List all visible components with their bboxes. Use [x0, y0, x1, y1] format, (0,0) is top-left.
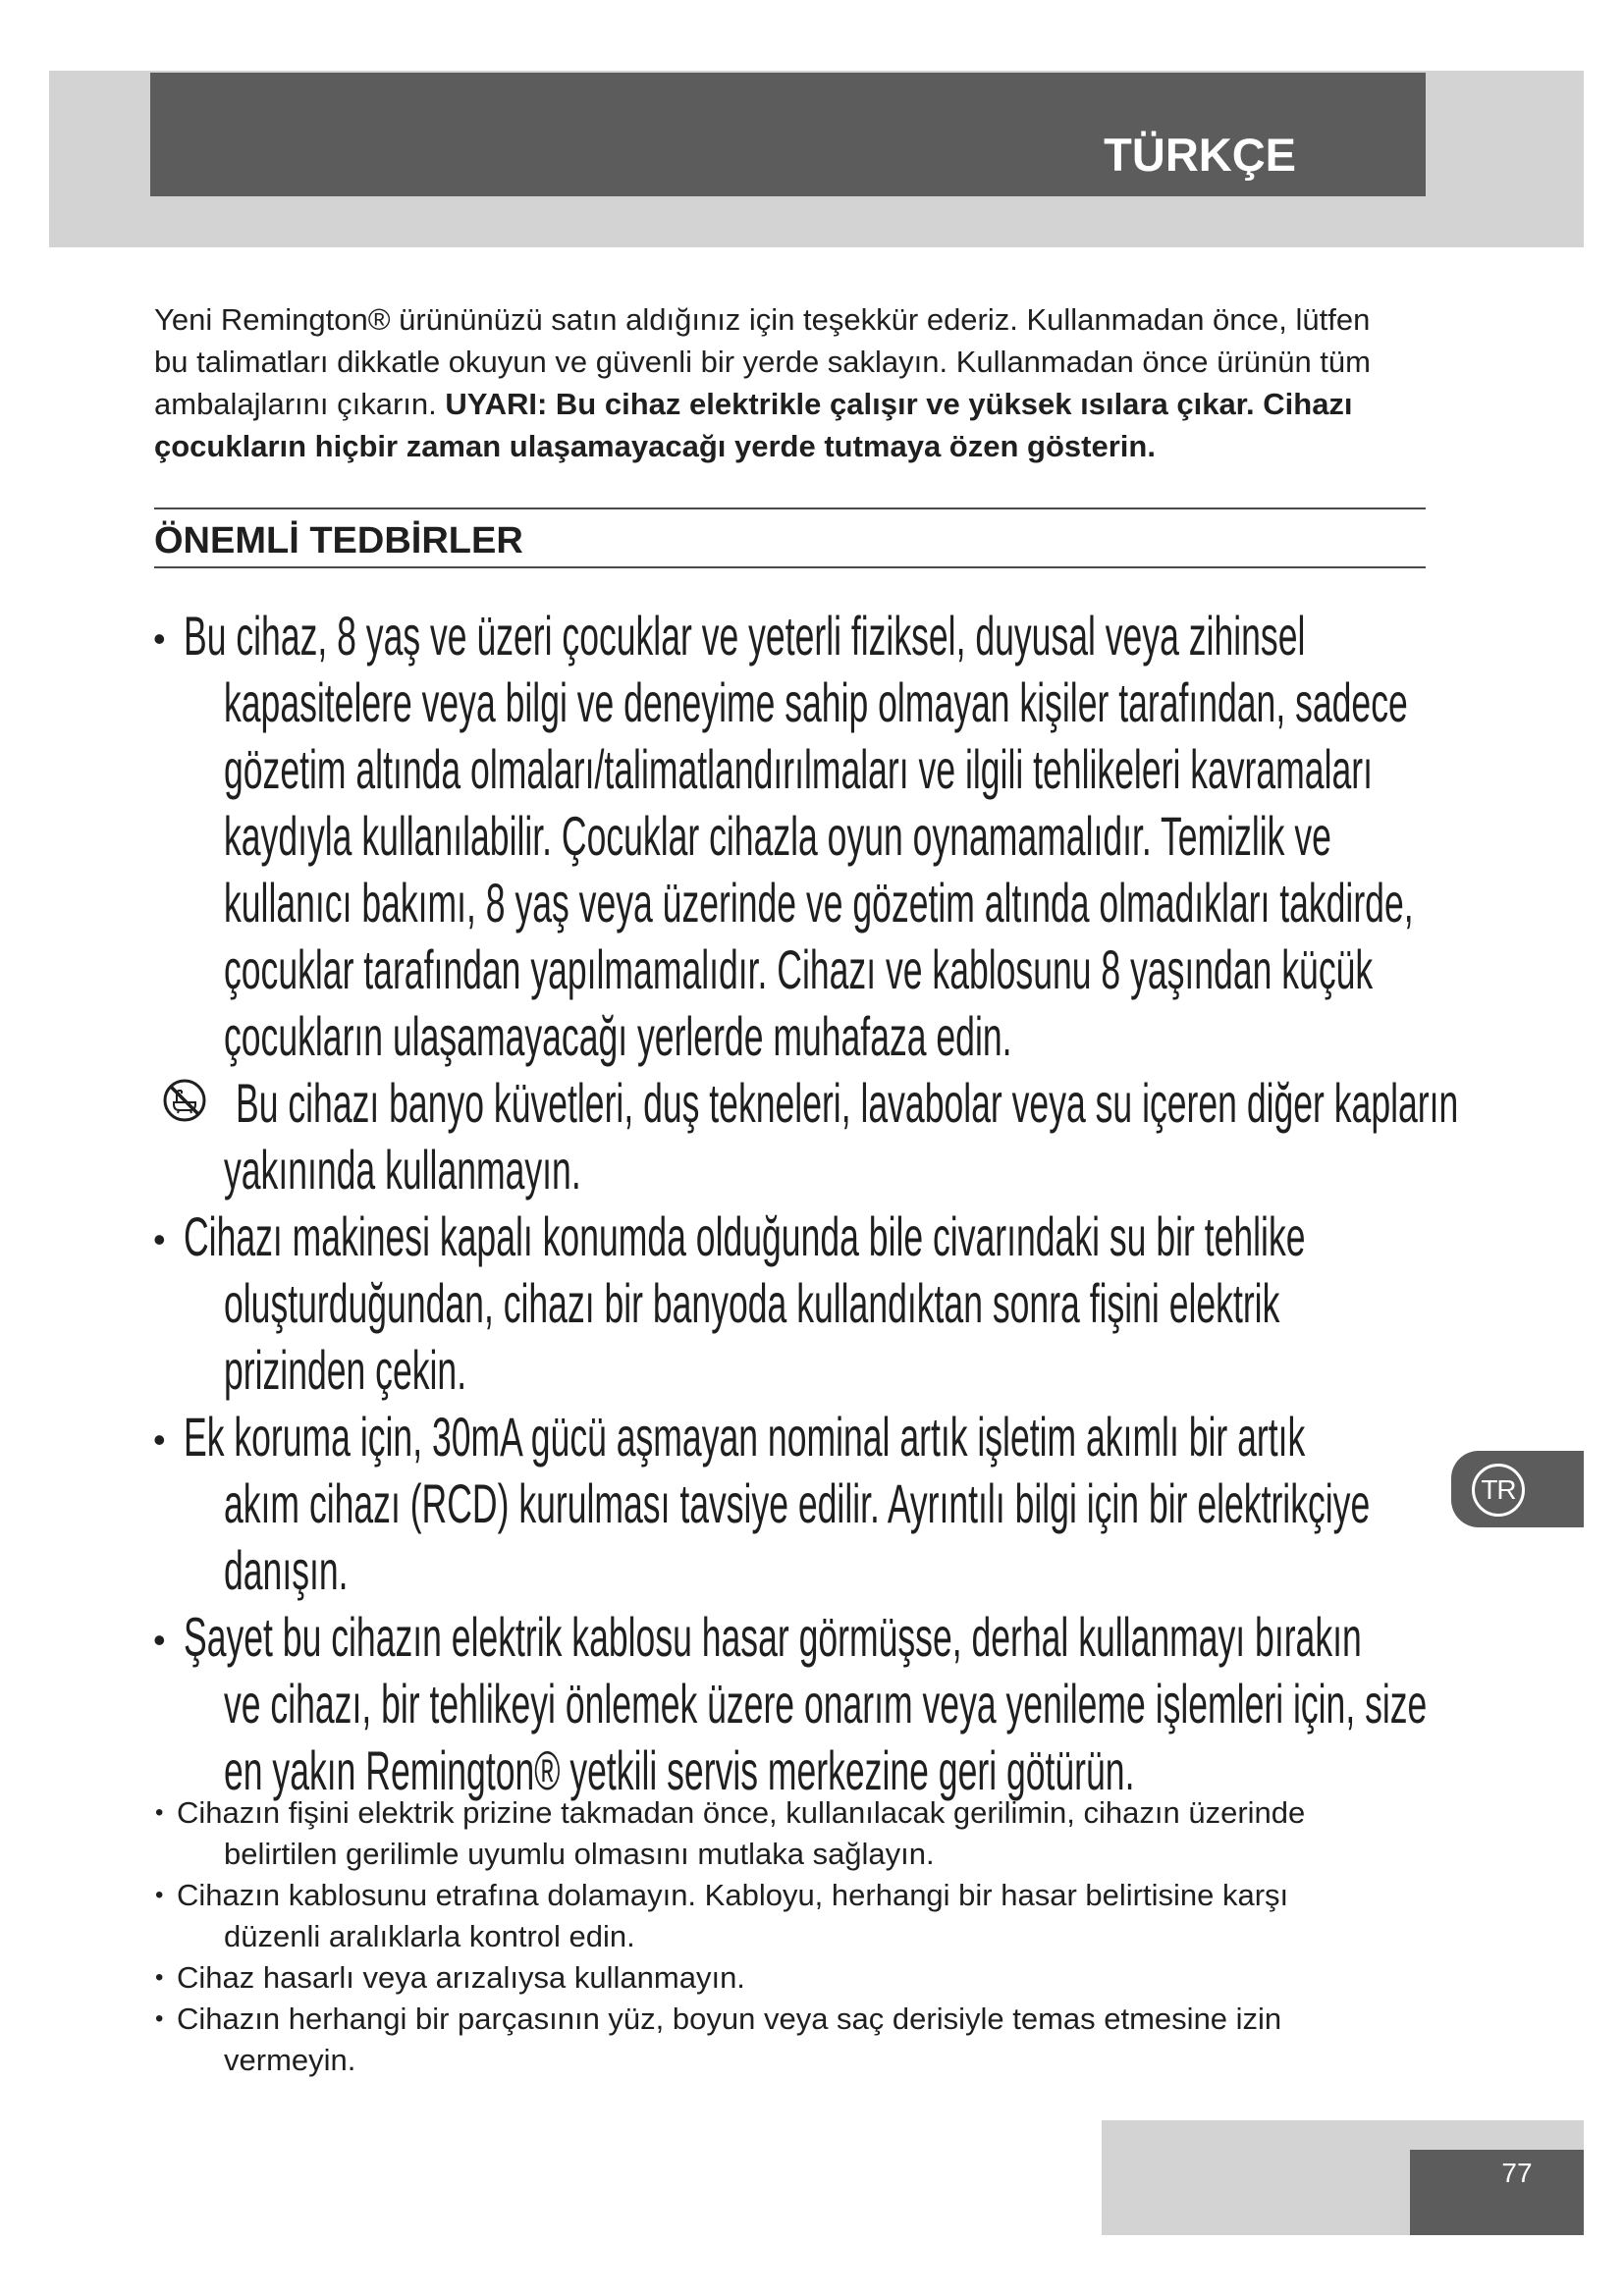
bullet-point — [153, 1206, 166, 1273]
intro-text: Yeni Remington® ürününüzü satın aldığınız için teşekkür ederiz. Kullanmadan önce, lütfen — [154, 302, 1371, 337]
minor-precaution-item — [0, 1957, 1624, 1999]
precaution-text: yakınında kullanmayın. — [224, 1139, 581, 1201]
intro-text: bu talimatları dikkatle okuyun ve güvenli bir yerde saklayın. Kullanmadan önce ürünün tüm — [154, 345, 1371, 379]
minor-precaution-line — [0, 1999, 1624, 2040]
precaution-line — [0, 1404, 1624, 1470]
precaution-line — [0, 1537, 1624, 1604]
precaution-line — [0, 803, 1624, 870]
precaution-text: Ek koruma için, 30mA gücü aşmayan nominal artık işletim akımlı bir artık — [184, 1406, 1306, 1468]
bullet-point — [155, 1999, 163, 2040]
precaution-line — [0, 1270, 1624, 1337]
precaution-text: Şayet bu cihazın elektrik kablosu hasar görmüşse, derhal kullanmayı bırakın — [184, 1606, 1362, 1668]
intro-line — [154, 298, 1588, 341]
precaution-line — [0, 603, 1624, 669]
bullet-point — [153, 1407, 166, 1473]
bullet-point — [153, 606, 166, 672]
language-code: TR — [1481, 1474, 1516, 1505]
precaution-text: kullanıcı bakımı, 8 yaş veya üzerinde ve gözetim altında olmadıkları takdirde, — [224, 872, 1414, 934]
precaution-text: Bu cihazı banyo küvetleri, duş tekneleri, lavabolar veya su içeren diğer kapların — [236, 1072, 1459, 1134]
language-badge-ring — [1472, 1464, 1525, 1517]
intro-text: ambalajlarını çıkarın. — [154, 387, 437, 421]
minor-precaution-line — [0, 1916, 1624, 1957]
minor-precaution-line — [0, 1834, 1624, 1875]
precaution-text: kapasitelere veya bilgi ve deneyime sahip olmayan kişiler tarafından, sadece — [224, 671, 1408, 733]
precaution-item-water-warning — [0, 1070, 1624, 1203]
precaution-text: akım cihazı (RCD) kurulması tavsiye edilir. Ayrıntılı bilgi için bir elektrikçiye — [224, 1472, 1371, 1534]
minor-precaution-text: belirtilen gerilimle uyumlu olmasını mutlaka sağlayın. — [224, 1837, 935, 1871]
intro-line — [154, 425, 1588, 467]
precaution-line — [0, 1470, 1624, 1537]
precaution-text: Bu cihaz, 8 yaş ve üzeri çocuklar ve yeterli fiziksel, duyusal veya zihinsel — [184, 605, 1306, 667]
precaution-line — [0, 1203, 1624, 1270]
precaution-text: çocukların ulaşamayacağı yerlerde muhafaza edin. — [224, 1005, 1012, 1067]
no-bath-water-icon — [162, 1078, 207, 1123]
precaution-text: çocuklar tarafından yapılmamalıdır. Cihazı ve kablosunu 8 yaşından küçük — [224, 938, 1374, 1000]
minor-precautions-list — [0, 1792, 1624, 2081]
precaution-item — [0, 1203, 1624, 1404]
minor-precaution-text: düzenli aralıklarla kontrol edin. — [224, 1919, 635, 1953]
minor-precaution-item — [0, 1792, 1624, 1875]
precaution-text: kaydıyla kullanılabilir. Çocuklar cihazla oyun oynamamalıdır. Temizlik ve — [224, 805, 1331, 867]
intro-paragraph — [154, 298, 1588, 467]
minor-precaution-line — [0, 1792, 1624, 1834]
bullet-point — [155, 1957, 163, 1999]
language-side-tab — [1451, 1451, 1584, 1527]
minor-precaution-line — [0, 1875, 1624, 1916]
minor-precaution-text: Cihazın kablosunu etrafına dolamayın. Kabloyu, herhangi bir hasar belirtisine karşı — [177, 1878, 1289, 1912]
minor-precaution-text: vermeyin. — [224, 2043, 356, 2077]
intro-line — [154, 383, 1588, 425]
minor-precaution-text: Cihazın herhangi bir parçasının yüz, boyun veya saç derisiyle temas etmesine izin — [177, 2002, 1282, 2036]
precaution-item — [0, 1604, 1624, 1804]
intro-line — [154, 341, 1588, 383]
bullet-point — [153, 1607, 166, 1674]
precaution-text: prizinden çekin. — [224, 1339, 467, 1401]
precaution-line — [0, 936, 1624, 1003]
bullet-point — [155, 1875, 163, 1916]
minor-precaution-text: Cihaz hasarlı veya arızalıysa kullanmayın. — [177, 1960, 745, 1995]
heading-rule-bottom — [154, 566, 1426, 568]
minor-precaution-line — [0, 1957, 1624, 1999]
precaution-line — [0, 1070, 1624, 1137]
section-heading: ÖNEMLİ TEDBİRLER — [154, 520, 523, 561]
precaution-line — [0, 1137, 1624, 1203]
heading-rule-top — [154, 507, 1426, 509]
language-title: TÜRKÇE — [1104, 129, 1296, 181]
precautions-list — [0, 603, 1624, 1804]
precaution-item — [0, 1404, 1624, 1604]
precaution-text: ve cihazı, bir tehlikeyi önlemek üzere onarım veya yenileme işlemleri için, size — [224, 1673, 1428, 1735]
minor-precaution-line — [0, 2040, 1624, 2081]
precaution-line — [0, 870, 1624, 936]
bullet-point — [155, 1792, 163, 1834]
precaution-text: gözetim altında olmaları/talimatlandırılmaları ve ilgili tehlikeleri kavramaları — [224, 738, 1373, 800]
precaution-line — [0, 1337, 1624, 1404]
precaution-line — [0, 1604, 1624, 1671]
minor-precaution-item — [0, 1999, 1624, 2081]
minor-precaution-item — [0, 1875, 1624, 1957]
warning-text: çocukların hiçbir zaman ulaşamayacağı yerde tutmaya özen gösterin. — [154, 429, 1156, 463]
precaution-line — [0, 669, 1624, 736]
warning-text: UYARI: Bu cihaz elektrikle çalışır ve yüksek ısılara çıkar. Cihazı — [445, 387, 1353, 421]
precaution-text: oluşturduğundan, cihazı bir banyoda kullandıktan sonra fişini elektrik — [224, 1272, 1280, 1334]
precaution-text: danışın. — [224, 1539, 349, 1601]
precaution-line — [0, 736, 1624, 803]
precaution-text: Cihazı makinesi kapalı konumda olduğunda bile civarındaki su bir tehlike — [184, 1205, 1306, 1267]
precaution-text: en yakın Remington® yetkili servis merkezine geri götürün. — [224, 1739, 1135, 1801]
minor-precaution-text: Cihazın fişini elektrik prizine takmadan önce, kullanılacak gerilimin, cihazın üzerinde — [177, 1795, 1306, 1830]
precaution-line — [0, 1003, 1624, 1070]
precaution-item — [0, 603, 1624, 1070]
precaution-line — [0, 1671, 1624, 1737]
page-number: 77 — [1501, 2158, 1533, 2188]
